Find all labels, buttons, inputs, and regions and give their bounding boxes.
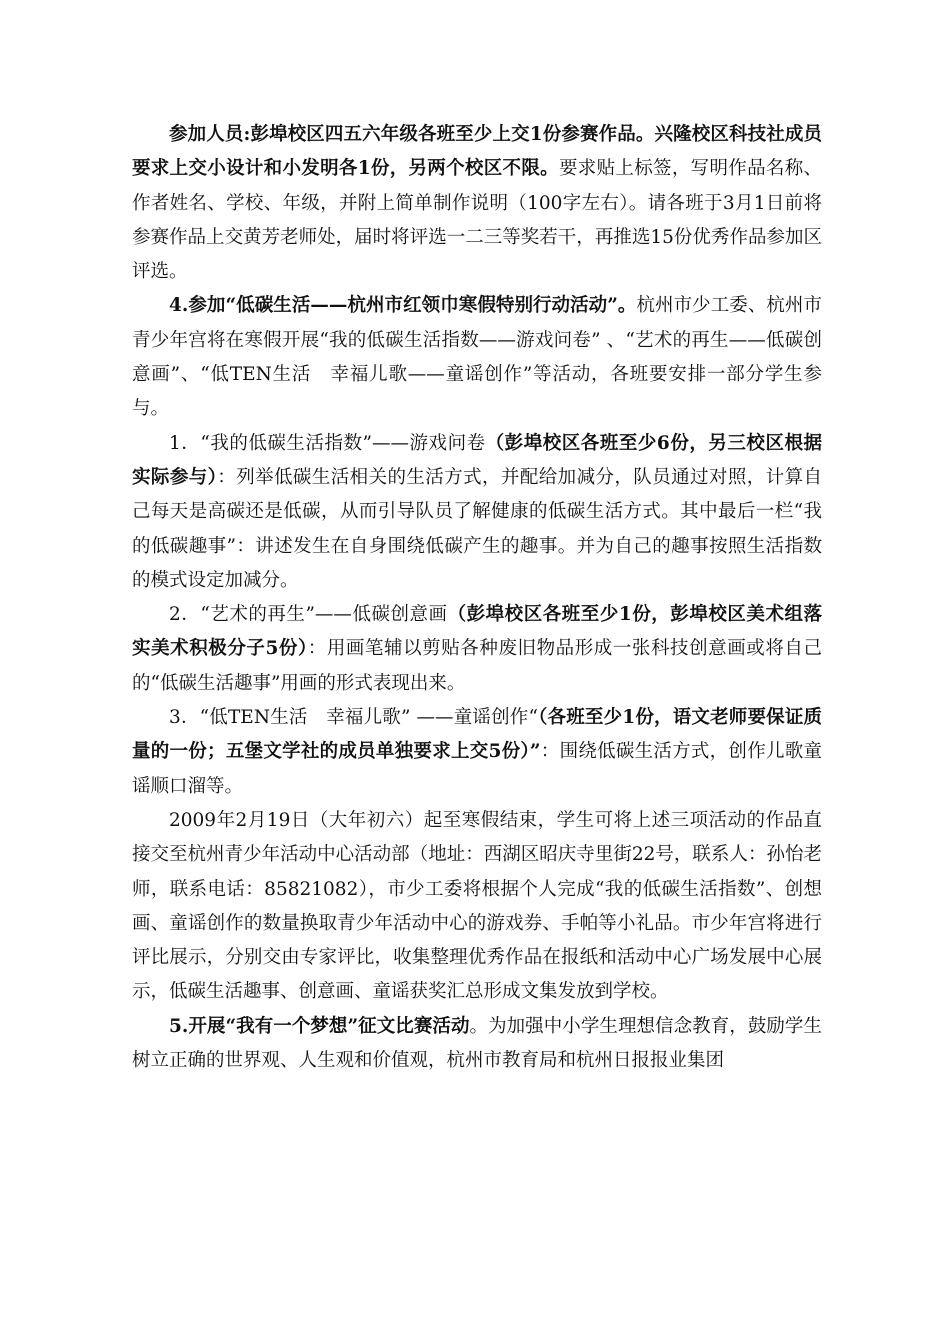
paragraph-section-5 xyxy=(132,1010,822,1079)
item-3-title: 3．“低TEN生活 幸福儿歌” ——童谣创作“ xyxy=(169,707,538,729)
item-3-text: ：围绕低碳生活方式，创作儿歌童谣顺口溜等。 xyxy=(132,741,822,797)
section-4-heading: 4.参加“低碳生活——杭州市红领巾寒假特别行动活动”。 xyxy=(169,295,637,317)
paragraph-item-3 xyxy=(132,701,822,804)
item-2-requirement: （彭埠校区各班至少1份，彭埠校区美术组落实美术积极分子5份） xyxy=(132,604,823,660)
paragraph-section-4 xyxy=(132,289,822,426)
paragraph-item-1 xyxy=(132,427,822,598)
item-1-requirement: （彭埠校区各班至少6份，另三校区根据实际参与） xyxy=(132,432,823,488)
item-3-requirement: （各班至少1份，语文老师要保证质量的一份；五堡文学社的成员单独要求上交5份）” xyxy=(132,707,823,763)
participants-text: 要求贴上标签，写明作品名称、作者姓名、学校、年级，并附上简单制作说明（100字左右）。请各班于3月1日前将参赛作品上交黄芳老师处，届时将评选一二三等奖若干，再推选15份优秀作品参加区评选。 xyxy=(132,158,822,283)
item-2-title: 2．“艺术的再生”——低碳创意画 xyxy=(169,604,448,626)
paragraph-item-2 xyxy=(132,598,822,701)
section-5-text: 。为加强中小学生理想信念教育，鼓励学生树立正确的世界观、人生观和价值观，杭州市教育局和杭州日报报业集团 xyxy=(132,1015,822,1072)
item-1-title: 1．“我的低碳生活指数”——游戏问卷 xyxy=(169,432,486,454)
section-5-heading: 5.开展“我有一个梦想”征文比赛活动 xyxy=(169,1015,470,1037)
paragraph-submission-details xyxy=(132,804,822,1010)
item-2-text: ：用画笔辅以剪贴各种废旧物品形成一张科技创意画或将自己的“低碳生活趣事”用画的形式表现出来。 xyxy=(132,638,822,694)
submission-details-text: 2009年2月19日（大年初六）起至寒假结束，学生可将上述三项活动的作品直接交至杭州青少年活动中心活动部（地址：西湖区昭庆寺里街22号，联系人：孙怡老师，联系电话：85821082），市少工委将根据个人完成“我的低碳生活指数”、创想画、童谣创作的数量换取青少年活动中心的游戏券、手帕等小礼品。市少年宫将进行评比展示，分别交由专家评比，收集整理优秀作品在报纸和活动中心广场发展中心展示，低碳生活趣事、创意画、童谣获奖汇总形成文集发放到学校。 xyxy=(132,809,822,1003)
item-1-text: ：列举低碳生活相关的生活方式，并配给加减分，队员通过对照，计算自己每天是高碳还是低碳，从而引导队员了解健康的低碳生活方式。其中最后一栏“我的低碳趣事”：讲述发生在自身围绕低碳产生的趣事。并为自己的趣事按照生活指数的模式设定加减分。 xyxy=(132,466,822,591)
paragraph-participants xyxy=(132,118,822,289)
section-4-text: 杭州市少工委、杭州市青少年宫将在寒假开展“我的低碳生活指数——游戏问卷” 、“艺术的再生——低碳创意画”、“低TEN生活 幸福儿歌——童谣创作”等活动，各班要安排一部分学生参与。 xyxy=(132,295,822,420)
participants-bold-text: 参加人员:彭埠校区四五六年级各班至少上交1份参赛作品。兴隆校区科技社成员要求上交小设计和小发明各1份，另两个校区不限。 xyxy=(132,124,822,180)
